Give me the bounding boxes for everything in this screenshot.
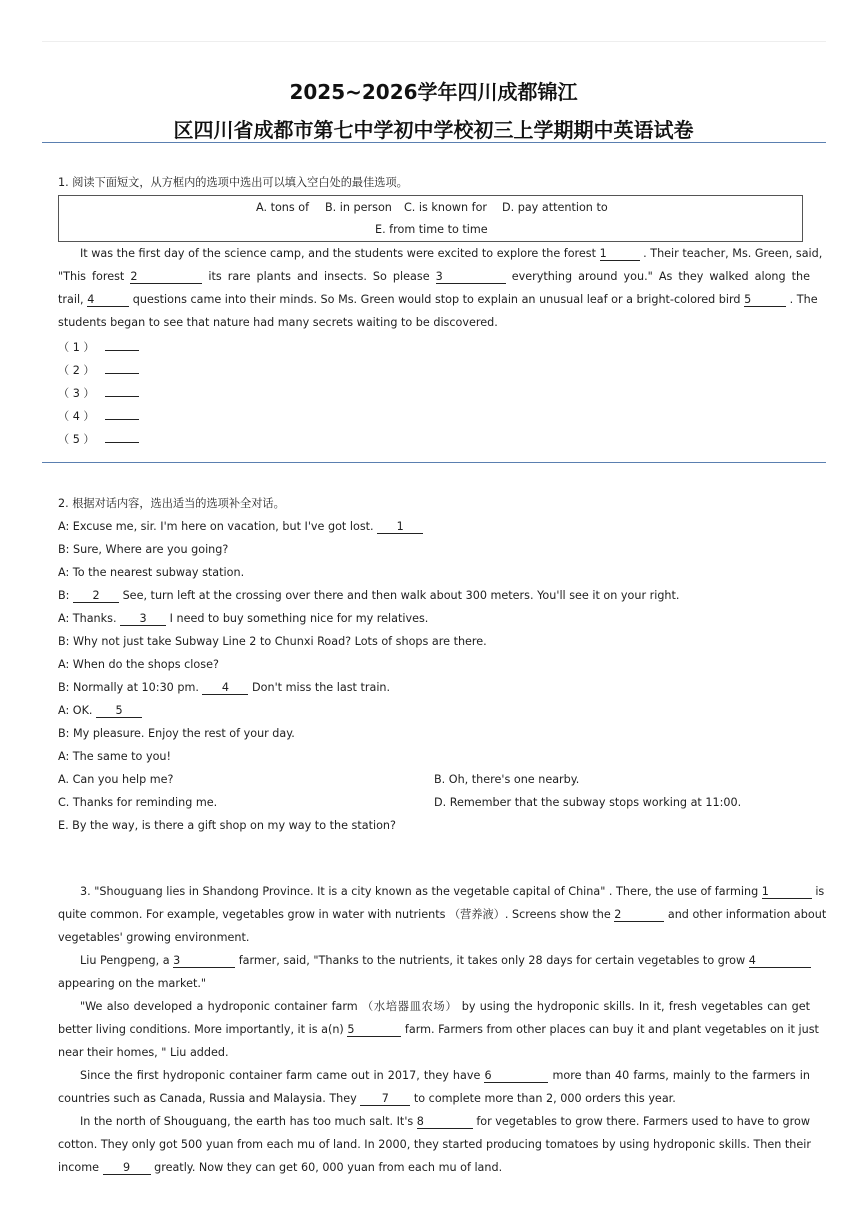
q2-blank-1[interactable]: 1 — [377, 520, 423, 534]
answer-field-1[interactable] — [105, 339, 139, 351]
page-title-line2: 区四川省成都市第七中学初中学校初三上学期期中英语试卷 — [173, 118, 694, 142]
q3-blank-5[interactable]: 5 — [347, 1023, 401, 1037]
dialogue-line: A: Excuse me, sir. I'm here on vacation, but I've got lost. 1 — [58, 520, 423, 534]
q3-blank-3[interactable]: 3 — [173, 954, 235, 968]
answer-field-3[interactable] — [105, 385, 139, 397]
q1-option-d: D. pay attention to — [502, 201, 608, 214]
q1-blank-3[interactable]: 3 — [436, 270, 506, 284]
q1-passage-line: "This forest 2 its rare plants and insects. So please 3 everything around you." As they walked along the — [58, 270, 811, 283]
q1-blank-1[interactable]: 1 — [600, 247, 640, 261]
answer-field-5[interactable] — [105, 431, 139, 443]
answer-field-2[interactable] — [105, 362, 139, 374]
q1-instruction: 1. 阅读下面短文，从方框内的选项中选出可以填入空白处的最佳选项。 — [58, 176, 408, 189]
q1-blank-2[interactable]: 2 — [130, 270, 202, 284]
q3-passage-line: near their homes, " Liu added. — [58, 1046, 229, 1059]
page-title-line1: 2025~2026学年四川成都锦江 — [289, 80, 578, 104]
q3-passage-line: Liu Pengpeng, a 3 farmer, said, "Thanks to the nutrients, it takes only 28 days for certain vegetables to grow 4 — [58, 954, 810, 968]
q3-passage-line: quite common. For example, vegetables grow in water with nutrients （营养液）. Screens show the 2 and other information about — [58, 908, 827, 921]
q3-passage-line: appearing on the market." — [58, 977, 207, 990]
q3-passage-line: 3. "Shouguang lies in Shandong Province. It is a city known as the vegetable capital of China" . There, the use of farming 1 is — [80, 885, 825, 898]
q3-passage-line: income 9 greatly. Now they can get 60, 000 yuan from each mu of land. — [58, 1161, 503, 1174]
q3-passage-line: Since the first hydroponic container farm came out in 2017, they have 6 more than 40 farms, mainly to the farmers in — [80, 1069, 810, 1082]
dialogue-line: B: Normally at 10:30 pm. 4 Don't miss the last train. — [58, 681, 391, 694]
dialogue-line: B: Why not just take Subway Line 2 to Chunxi Road? Lots of shops are there. — [58, 635, 487, 648]
dialogue-line: A: Thanks. 3 I need to buy something nice for my relatives. — [58, 612, 429, 625]
q1-answer-row: （ 2 ） — [58, 362, 139, 378]
q2-blank-4[interactable]: 4 — [202, 681, 248, 695]
dialogue-line: B: Sure, Where are you going? — [58, 543, 229, 556]
q3-blank-1[interactable]: 1 — [762, 885, 812, 899]
q3-passage-line: better living conditions. More importantly, it is a(n) 5 farm. Farmers from other places can buy it and plant vegetables on it just — [58, 1023, 819, 1036]
q3-passage-line: "We also developed a hydroponic container farm （水培器皿农场） by using the hydroponic skills. In it, fresh vegetables can get — [80, 1000, 810, 1013]
dialogue-line: A: OK. 5 — [58, 704, 142, 718]
q3-blank-2[interactable]: 2 — [614, 908, 664, 922]
q1-answer-row: （ 1 ） — [58, 339, 139, 355]
q1-option-c: C. is known for — [404, 201, 488, 214]
q1-passage-line: students began to see that nature had many secrets waiting to be discovered. — [58, 316, 498, 329]
q1-blank-4[interactable]: 4 — [87, 293, 129, 307]
q1-blank-5[interactable]: 5 — [744, 293, 786, 307]
q2-choice-b: B. Oh, there's one nearby. — [434, 773, 580, 786]
answer-field-4[interactable] — [105, 408, 139, 420]
q1-option-e: E. from time to time — [375, 223, 488, 236]
q3-passage-line: countries such as Canada, Russia and Malaysia. They 7 to complete more than 2, 000 orders this year. — [58, 1092, 676, 1105]
q2-choice-d: D. Remember that the subway stops working at 11:00. — [434, 796, 742, 809]
q2-choice-a: A. Can you help me? — [58, 773, 174, 786]
q1-option-b: B. in person — [325, 201, 392, 214]
dialogue-line: B: 2 See, turn left at the crossing over there and then walk about 300 meters. You'll see it on your right. — [58, 589, 680, 602]
q1-answer-row: （ 3 ） — [58, 385, 139, 401]
q1-answer-row: （ 4 ） — [58, 408, 139, 424]
section-divider — [42, 142, 826, 143]
top-divider — [42, 41, 826, 42]
q1-passage-line: trail, 4 questions came into their minds. So Ms. Green would stop to explain an unusual leaf or a bright-colored bird 5 . The — [58, 293, 818, 306]
q2-choice-c: C. Thanks for reminding me. — [58, 796, 218, 809]
dialogue-line: B: My pleasure. Enjoy the rest of your day. — [58, 727, 295, 740]
q3-blank-8[interactable]: 8 — [417, 1115, 473, 1129]
q3-blank-6[interactable]: 6 — [484, 1069, 548, 1083]
q2-blank-3[interactable]: 3 — [120, 612, 166, 626]
q3-blank-4[interactable]: 4 — [749, 954, 811, 968]
q2-blank-2[interactable]: 2 — [73, 589, 119, 603]
q2-choice-e: E. By the way, is there a gift shop on my way to the station? — [58, 819, 396, 832]
q3-passage-line: cotton. They only got 500 yuan from each mu of land. In 2000, they started producing tomatoes by using hydroponic skills. Then their — [58, 1138, 811, 1151]
dialogue-line: A: To the nearest subway station. — [58, 566, 245, 579]
section-divider — [42, 462, 826, 463]
q2-blank-5[interactable]: 5 — [96, 704, 142, 718]
q1-option-a: A. tons of — [256, 201, 310, 214]
dialogue-line: A: The same to you! — [58, 750, 171, 763]
q1-answer-row: （ 5 ） — [58, 431, 139, 447]
q1-passage-line: It was the first day of the science camp, and the students were excited to explore the forest 1 . Their teacher, Ms. Green, said, — [80, 247, 823, 260]
q2-instruction: 2. 根据对话内容，选出适当的选项补全对话。 — [58, 497, 285, 510]
q3-blank-7[interactable]: 7 — [360, 1092, 410, 1106]
q3-blank-9[interactable]: 9 — [103, 1161, 151, 1175]
dialogue-line: A: When do the shops close? — [58, 658, 219, 671]
q3-passage-line: vegetables' growing environment. — [58, 931, 250, 944]
q3-passage-line: In the north of Shouguang, the earth has too much salt. It's 8 for vegetables to grow there. Farmers used to have to grow — [80, 1115, 810, 1128]
